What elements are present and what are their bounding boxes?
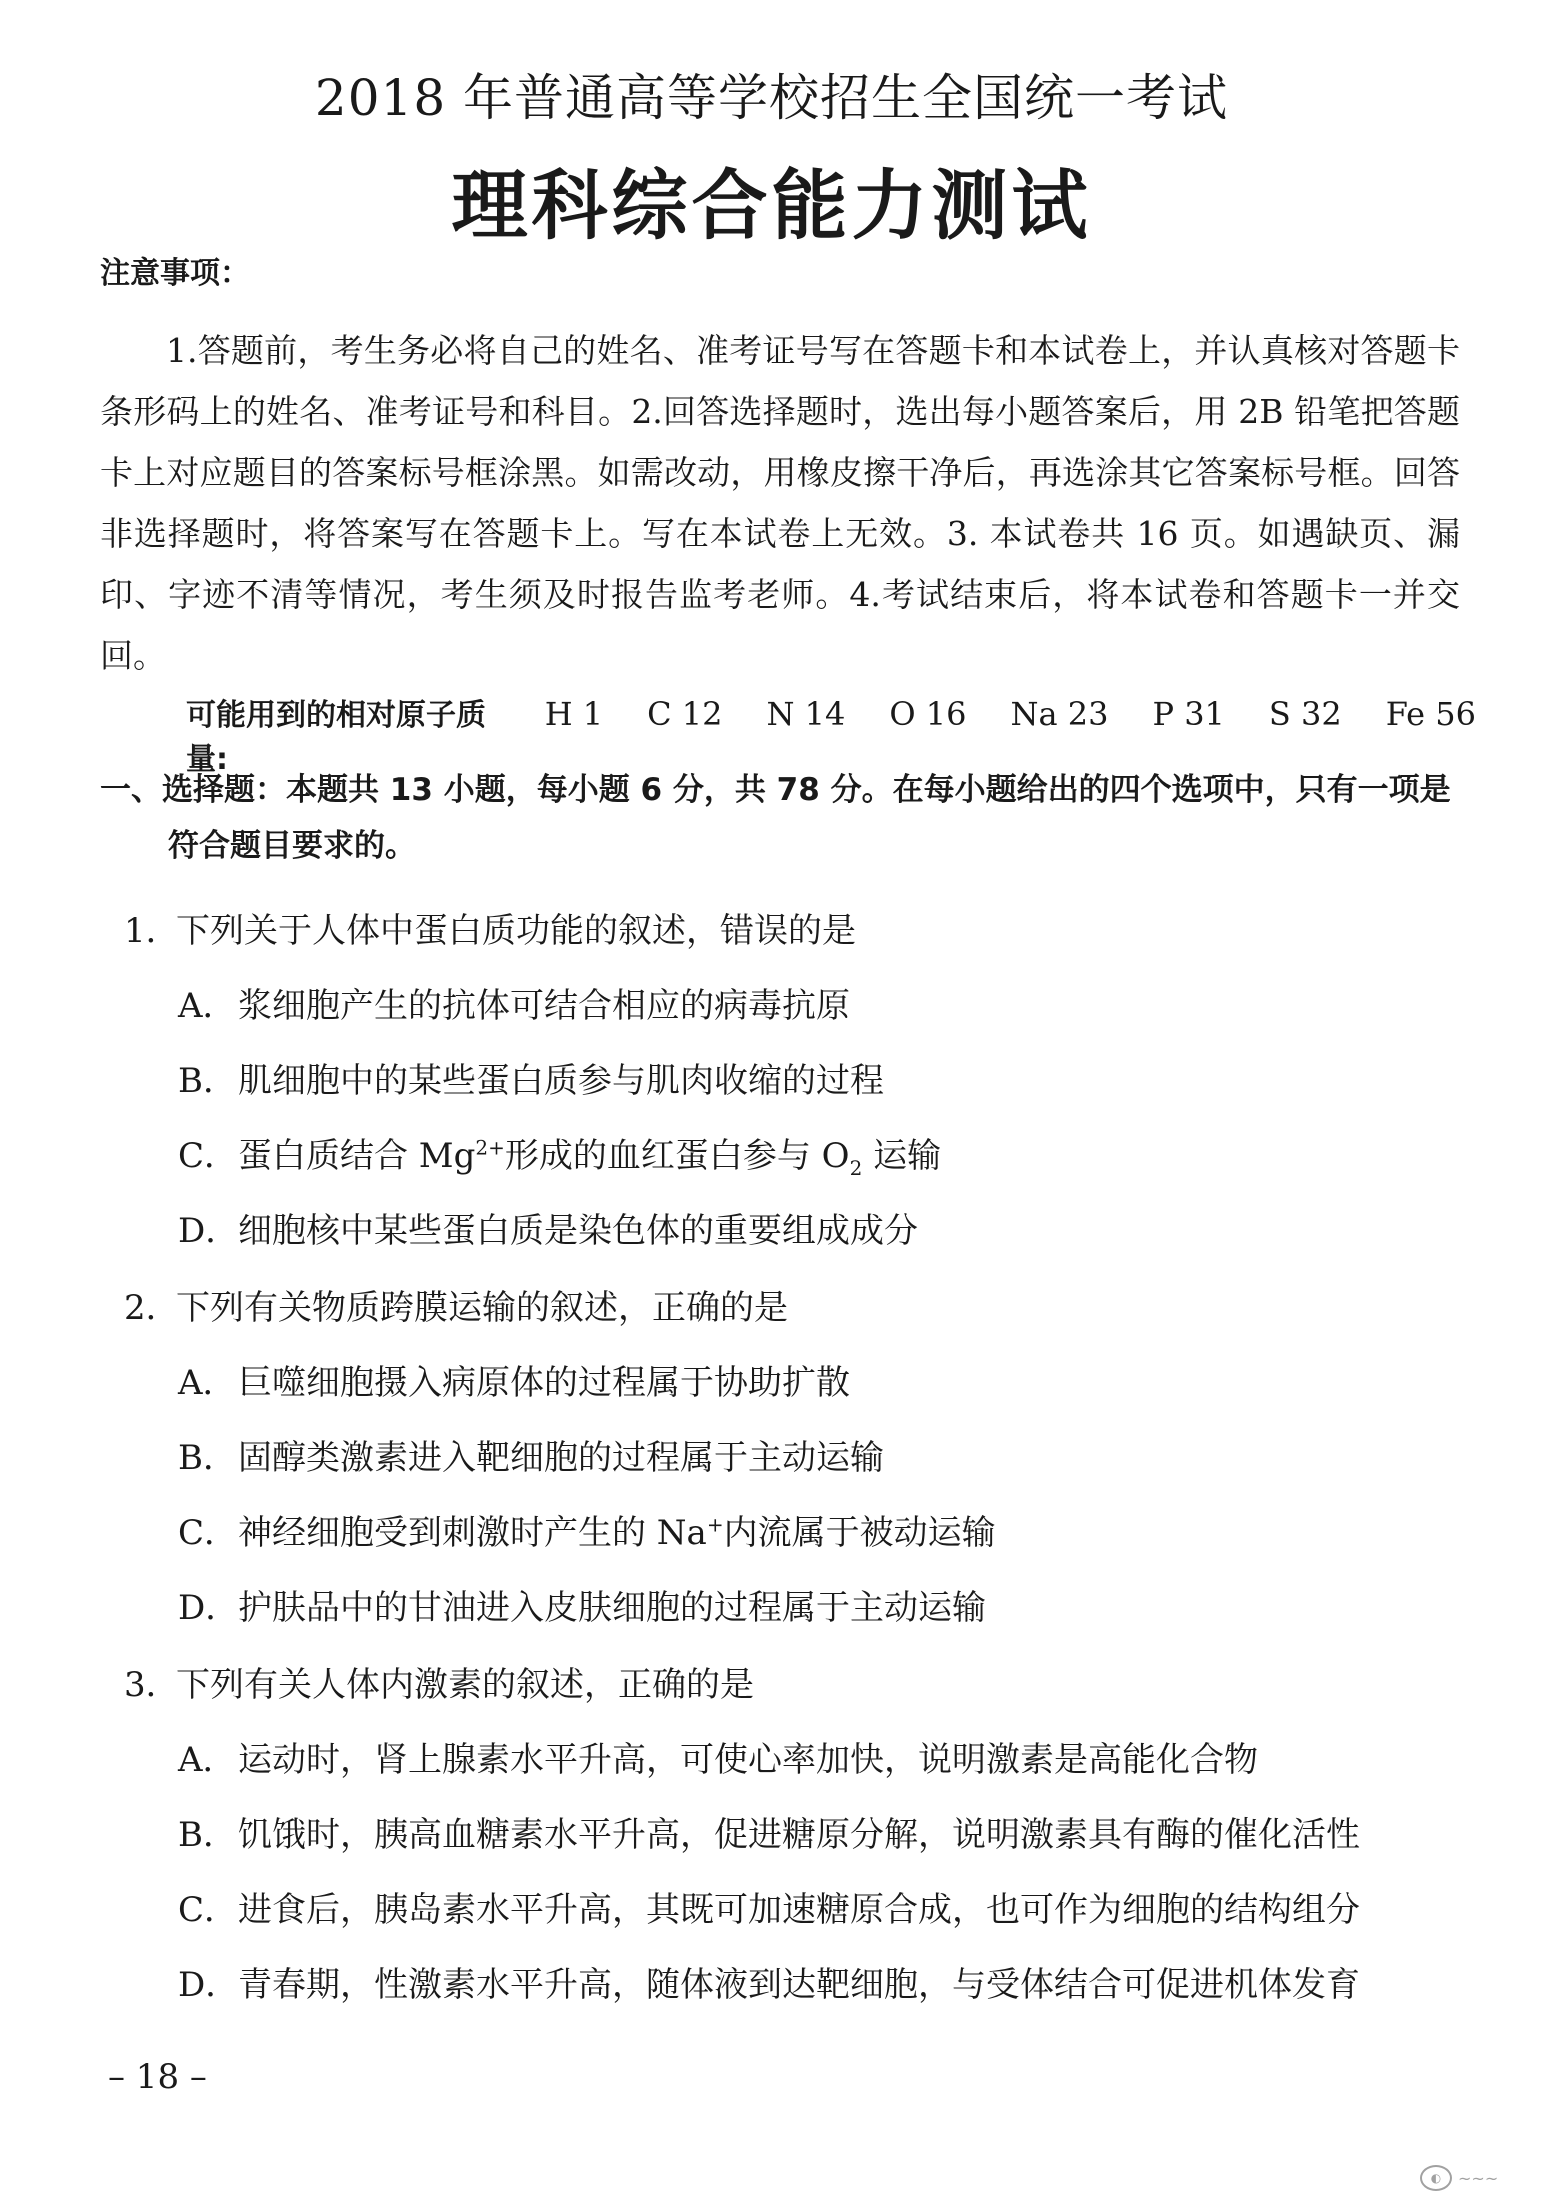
question-1-option-b — [178, 1053, 884, 1102]
option-text: 巨噬细胞摄入病原体的过程属于协助扩散 — [238, 1363, 850, 1403]
option-letter: D． — [178, 1588, 240, 1628]
atomic-mass-item: Na 23 — [1010, 695, 1109, 733]
option-letter: A． — [178, 1363, 237, 1403]
atomic-mass-item: Fe 56 — [1385, 695, 1476, 733]
atomic-mass-item: H 1 — [544, 695, 604, 733]
question-1-option-d — [178, 1203, 918, 1252]
option-text: 神经细胞受到刺激时产生的 Na — [238, 1513, 707, 1553]
question-1-option-a — [178, 978, 850, 1027]
exam-title: 2018 年普通高等学校招生全国统一考试 — [314, 69, 1229, 127]
question-2-stem — [124, 1280, 788, 1329]
question-text: 下列关于人体中蛋白质功能的叙述，错误的是 — [176, 911, 856, 951]
question-3-option-b — [178, 1807, 1360, 1856]
option-text: 饥饿时，胰高血糖素水平升高，促进糖原分解，说明激素具有酶的催化活性 — [238, 1815, 1360, 1855]
option-letter: C． — [178, 1136, 239, 1176]
option-letter: A． — [178, 1740, 237, 1780]
question-3-stem — [124, 1657, 754, 1706]
option-text: 肌细胞中的某些蛋白质参与肌肉收缩的过程 — [238, 1061, 884, 1101]
option-text: 运动时，肾上腺素水平升高，可使心率加快，说明激素是高能化合物 — [238, 1740, 1258, 1780]
option-text: 细胞核中某些蛋白质是染色体的重要组成成分 — [238, 1211, 918, 1251]
option-letter: B． — [178, 1438, 237, 1478]
question-1-stem — [124, 903, 856, 952]
question-2-option-a — [178, 1355, 850, 1404]
atomic-mass-label: 可能用到的相对原子质量: — [186, 698, 486, 777]
question-2-option-c — [178, 1505, 996, 1554]
question-number: 2． — [124, 1288, 180, 1328]
question-2-option-b — [178, 1430, 884, 1479]
option-text: 进食后，胰岛素水平升高，其既可加速糖原合成，也可作为细胞的结构组分 — [238, 1890, 1360, 1930]
question-2-option-d — [178, 1580, 986, 1629]
atomic-mass-item: C 12 — [647, 695, 723, 733]
subscript: 2 — [849, 1155, 863, 1180]
question-1-option-c — [178, 1128, 942, 1180]
watermark-glyph: ~~~ — [1458, 2168, 1499, 2188]
question-number: 3． — [124, 1665, 180, 1705]
atomic-mass-item: P 31 — [1152, 695, 1225, 733]
option-text: 护肤品中的甘油进入皮肤细胞的过程属于主动运输 — [238, 1588, 986, 1628]
option-text: 浆细胞产生的抗体可结合相应的病毒抗原 — [238, 986, 850, 1026]
option-letter: D． — [178, 1965, 240, 2005]
option-letter: C． — [178, 1513, 239, 1553]
notice-body: 1.答题前，考生务必将自己的姓名、准考证号写在答题卡和本试卷上，并认真核对答题卡条形码上的姓名、准考证号和科目。2.回答选择题时，选出每小题答案后，用 2B 铅笔把答题卡上对应题目的答案标号框涂黑。如需改动，用橡皮擦干净后，再选涂其它答案标号框。回答非选择题时，将答案写在答题卡上。写在本试卷上无效。3. 本试卷共 16 页。如遇缺页、漏印、字迹不清等情况，考生须及时报告监考老师。4.考试结束后，将本试卷和答题卡一并交回。 — [100, 331, 1460, 675]
option-letter: A． — [178, 986, 237, 1026]
option-text: 青春期，性激素水平升高，随体液到达靶细胞，与受体结合可促进机体发育 — [238, 1965, 1360, 2005]
question-text: 下列有关物质跨膜运输的叙述，正确的是 — [176, 1288, 788, 1328]
question-3-option-a — [178, 1732, 1258, 1781]
option-letter: B． — [178, 1815, 237, 1855]
section-heading: 一、选择题：本题共 13 小题，每小题 6 分，共 78 分。在每小题给出的四个选项中，只有一项是符合题目要求的。 — [100, 772, 1451, 864]
atomic-mass-item: O 16 — [889, 695, 967, 733]
option-text: 蛋白质结合 Mg — [238, 1136, 476, 1176]
option-text: 运输 — [862, 1136, 942, 1176]
option-text: 固醇类激素进入靶细胞的过程属于主动运输 — [238, 1438, 884, 1478]
notice-heading: 注意事项： — [100, 256, 250, 291]
exam-subtitle: 理科综合能力测试 — [451, 161, 1092, 250]
question-text: 下列有关人体内激素的叙述，正确的是 — [176, 1665, 754, 1705]
page-number: – 18 – — [108, 2057, 207, 2097]
site-watermark-logo — [1420, 2165, 1498, 2191]
superscript: 2+ — [475, 1135, 505, 1160]
watermark-icon: ◐ — [1420, 2165, 1452, 2191]
atomic-mass-item: N 14 — [766, 695, 846, 733]
option-letter: C． — [178, 1890, 239, 1930]
question-3-option-c — [178, 1882, 1360, 1931]
option-letter: D． — [178, 1211, 240, 1251]
option-text: 形成的血红蛋白参与 O — [504, 1136, 850, 1176]
question-number: 1． — [124, 911, 180, 951]
option-text: 内流属于被动运输 — [723, 1513, 996, 1553]
atomic-mass-item: S 32 — [1268, 695, 1342, 733]
superscript: + — [706, 1512, 724, 1537]
question-3-option-d — [178, 1957, 1360, 2006]
option-letter: B． — [178, 1061, 237, 1101]
